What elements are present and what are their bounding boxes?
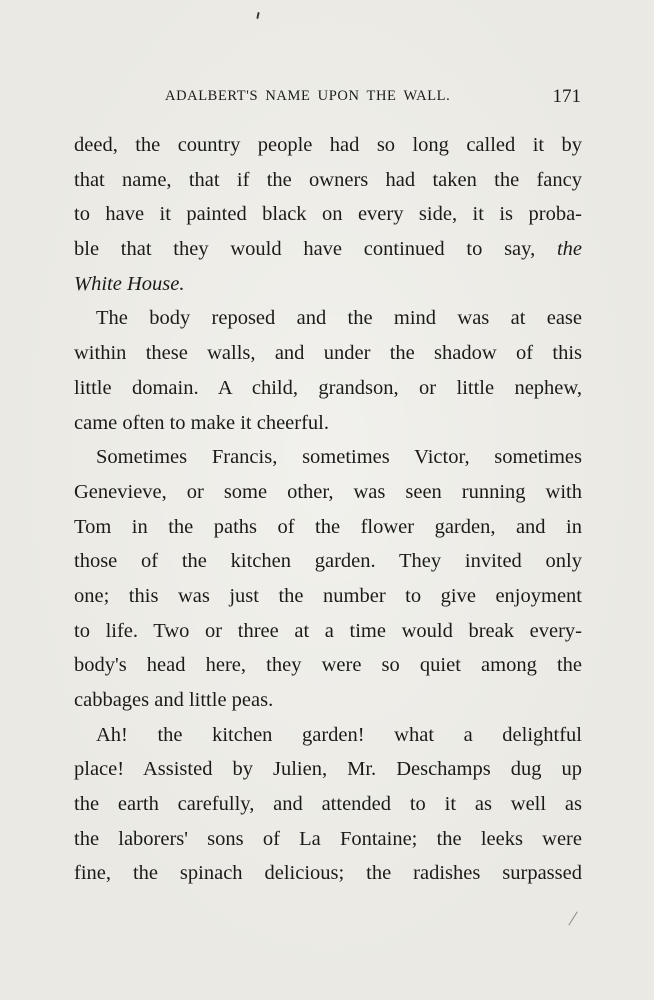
text-line: Tom in the paths of the flower garden, and in bbox=[74, 515, 582, 538]
ink-speck bbox=[256, 12, 259, 19]
text-line: to have it painted black on every side, it is proba- bbox=[74, 203, 582, 226]
text-line: that name, that if the owners had taken the fancy bbox=[74, 168, 582, 191]
text-line: The body reposed and the mind was at ease bbox=[96, 307, 582, 330]
text-line: the laborers' sons of La Fontaine; the leeks were bbox=[74, 827, 582, 850]
text-line: place! Assisted by Julien, Mr. Deschamps dug up bbox=[74, 758, 582, 781]
text-line: body's head here, they were so quiet among the bbox=[74, 654, 582, 677]
page-number: 171 bbox=[552, 86, 581, 107]
text-line: Genevieve, or some other, was seen running with bbox=[74, 480, 582, 503]
text-line-segment: ble that they would have continued to say, bbox=[74, 238, 536, 261]
text-line: cabbages and little peas. bbox=[74, 689, 274, 711]
text-line: one; this was just the number to give enjoyment bbox=[74, 584, 582, 607]
text-line: fine, the spinach delicious; the radishes surpassed bbox=[74, 862, 582, 885]
text-line: those of the kitchen garden. They invited only bbox=[74, 550, 582, 573]
text-line: Sometimes Francis, sometimes Victor, sometimes bbox=[96, 446, 582, 469]
text-line bbox=[74, 232, 582, 267]
running-title: ADALBERT'S NAME UPON THE WALL. bbox=[165, 88, 451, 104]
text-line: the earth carefully, and attended to it as well as bbox=[74, 793, 582, 816]
text-line: within these walls, and under the shadow of this bbox=[74, 342, 582, 365]
body-text bbox=[74, 128, 582, 891]
text-line: to life. Two or three at a time would break every- bbox=[74, 619, 582, 642]
italic-text: the bbox=[556, 238, 583, 261]
text-line: White House. bbox=[74, 272, 185, 295]
running-header bbox=[165, 86, 585, 110]
text-line: came often to make it cheerful. bbox=[74, 411, 329, 434]
text-line: Ah! the kitchen garden! what a delightful bbox=[96, 723, 582, 746]
text-line: deed, the country people had so long called it by bbox=[74, 134, 582, 156]
text-line: little domain. A child, grandson, or little nephew, bbox=[74, 376, 582, 399]
stray-mark bbox=[568, 911, 577, 925]
